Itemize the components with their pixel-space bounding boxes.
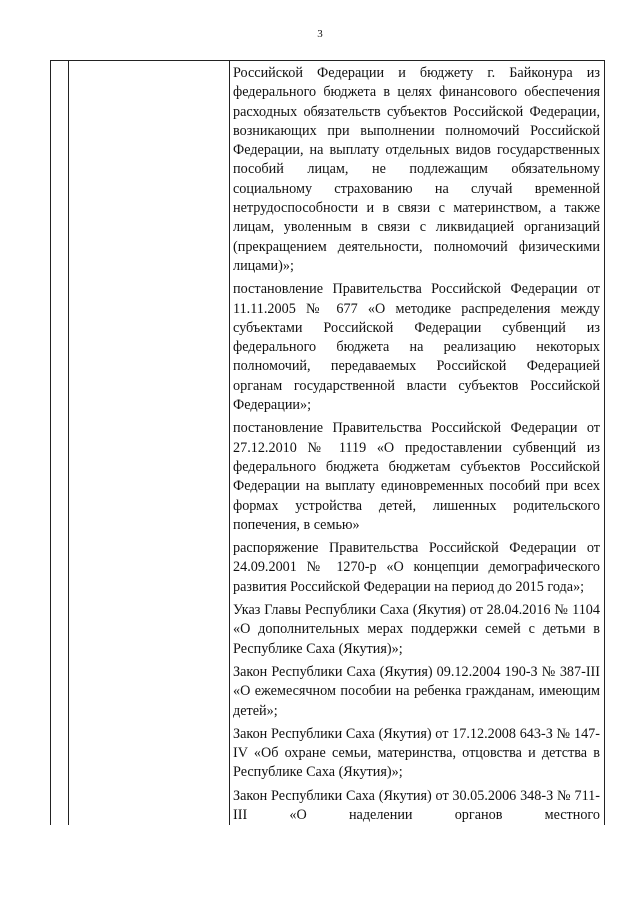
legal-paragraph: постановление Правительства Российской Федерации от 27.12.2010 № 1119 «О предоставлении субвенций из федерального бюджета бюджетам субъектов Российской Федерации на выплату единовременных пособий при всех формах устройства детей, лишенных родительского попечения, в семью»: [233, 420, 600, 533]
legal-paragraph: распоряжение Правительства Российской Федерации от 24.09.2001 № 1270-р «О концепции демографического развития Российской Федерации на период до 2015 года»;: [233, 540, 600, 595]
table-column-divider: [229, 61, 230, 825]
legal-basis-cell: [233, 64, 600, 825]
table-column-divider: [68, 61, 69, 825]
legal-paragraph: Закон Республики Саха (Якутия) 09.12.2004 190-З № 387-III «О ежемесячном пособии на ребенка гражданам, имеющим детей»;: [233, 663, 600, 719]
page-number: 3: [317, 28, 323, 40]
document-table: [50, 60, 605, 825]
legal-paragraph: постановление Правительства Российской Федерации от 11.11.2005 № 677 «О методике распределения между субъектами Российской Федерации субвенций из федерального бюджета на реализацию некоторых полномочий, передаваемых Российской Федерацией органам государственной власти субъектов Российской Федерации»;: [233, 281, 600, 414]
legal-paragraph: Указ Главы Республики Саха (Якутия) от 28.04.2016 № 1104 «О дополнительных мерах поддержки семей с детьми в Республике Саха (Якутия)»;: [233, 602, 600, 657]
legal-paragraph: Закон Республики Саха (Якутия) от 30.05.2006 348-З № 711-III «О наделении органов местного: [233, 787, 600, 823]
legal-paragraph: Российской Федерации и бюджету г. Байконура из федерального бюджета в целях финансового обеспечения расходных обязательств субъектов Российской Федерации, возникающих при выполнении полномочий Российской Федерации, на выплату отдельных видов государственных пособий лицам, не подлежащим обязательному социальному страхованию на случай временной нетрудоспособности и в связи с материнством, а также лицам, уволенным в связи с ликвидацией организаций (прекращением деятельности, полномочий физическими лицами)»;: [233, 65, 600, 274]
legal-paragraph: Закон Республики Саха (Якутия) от 17.12.2008 643-З № 147-IV «Об охране семьи, материнства, отцовства и детства в Республике Саха (Якутия)»;: [233, 725, 600, 781]
